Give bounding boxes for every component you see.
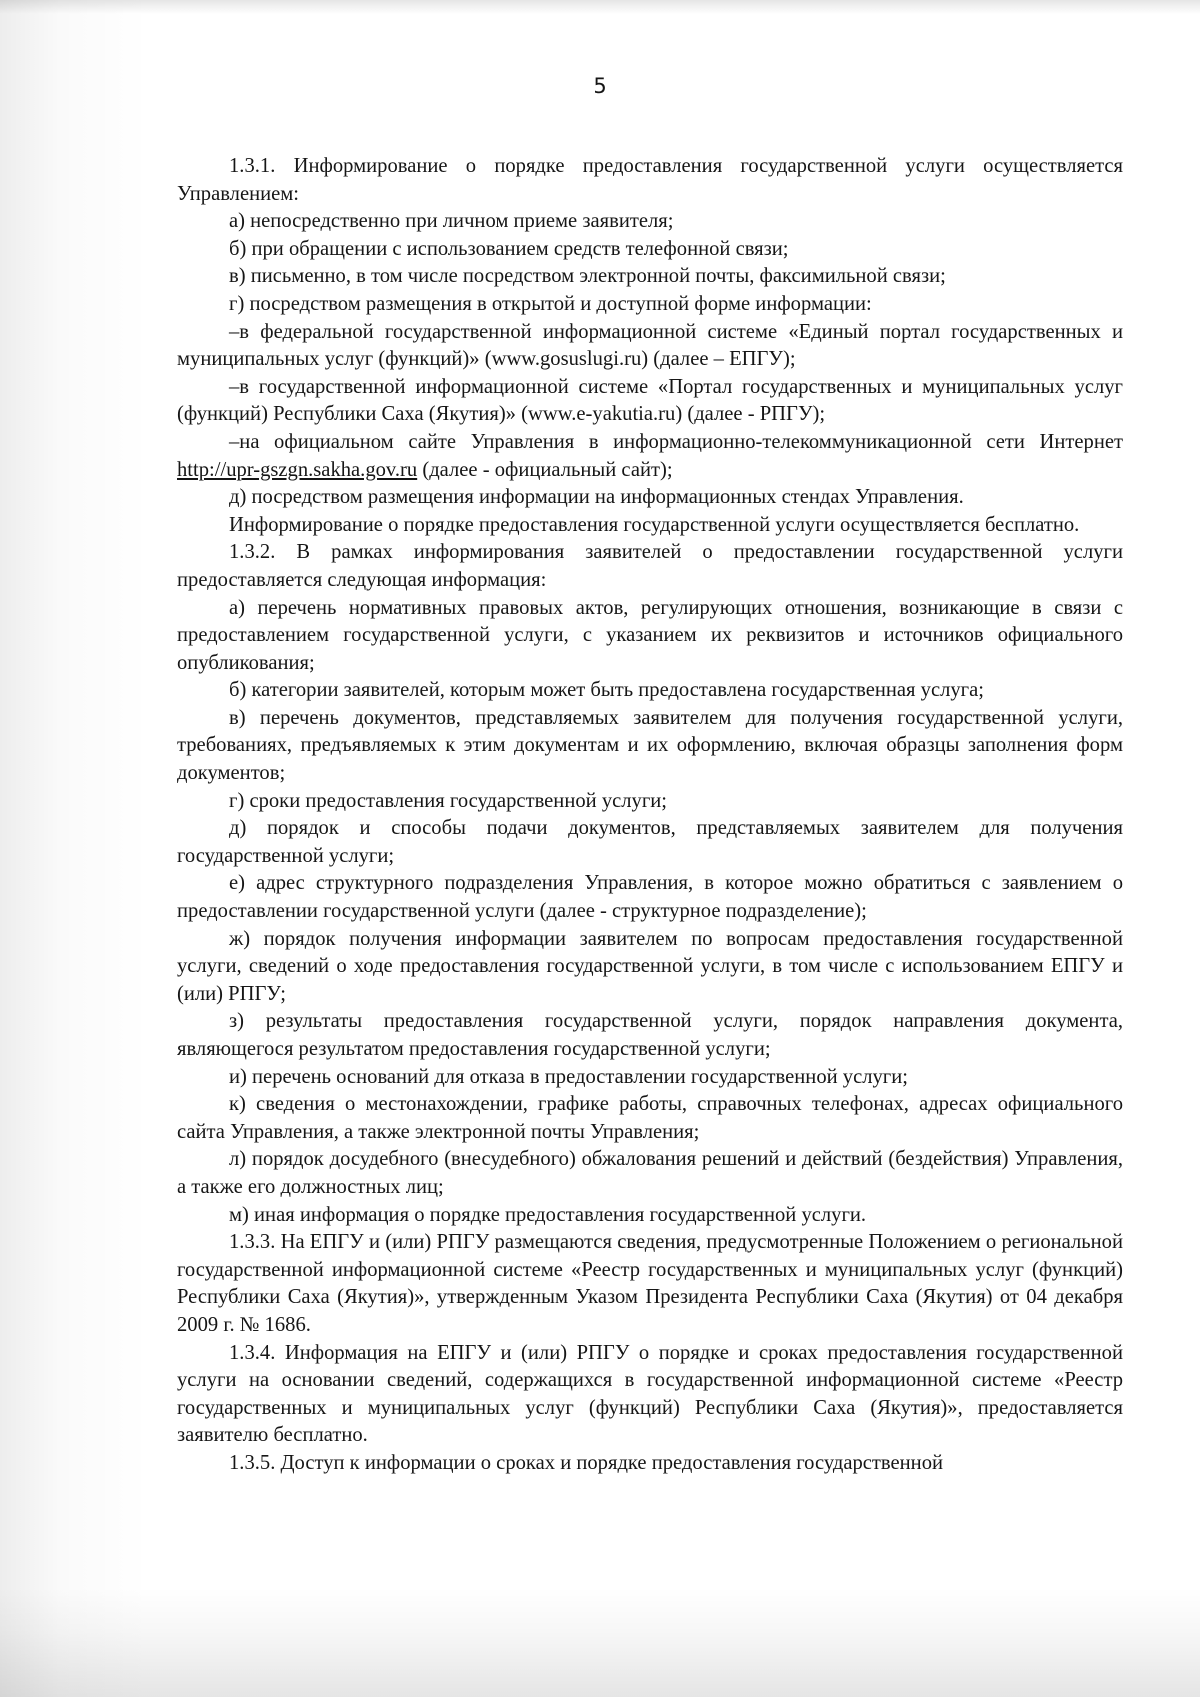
paragraph-free-info: Информирование о порядке предоставления государственной услуги осуществляется бесплатно. <box>229 513 1080 536</box>
info-item-e: е) адрес структурного подразделения Управления, в которое можно обратиться с заявлением о предоставлении государственной услуги (далее - структурное подразделение); <box>177 872 1123 923</box>
info-item-d: д) порядок и способы подачи документов, представляемых заявителем для получения государственной услуги; <box>177 817 1123 867</box>
info-item-zh: ж) порядок получения информации заявителем по вопросам предоставления государственной услуги, сведений о ходе предоставления государственной услуги, в том числе с использованием ЕПГУ и (или) РПГУ; <box>177 927 1123 1005</box>
dash-item-epgu: –в федеральной государственной информационной системе «Единый портал государственных и муниципальных услуг (функций)» (www.gosuslugi.ru) (далее – ЕПГУ); <box>177 320 1123 371</box>
list-item-a: а) непосредственно при личном приеме заявителя; <box>229 210 674 233</box>
list-item-v: в) письменно, в том числе посредством электронной почты, факсимильной связи; <box>229 265 946 288</box>
info-item-m: м) иная информация о порядке предоставления государственной услуги. <box>229 1203 867 1226</box>
info-item-z: з) результаты предоставления государственной услуги, порядок направления документа, являющегося результатом предоставления государственной услуги; <box>177 1010 1123 1060</box>
dash-item-rpgu: –в государственной информационной системе «Портал государственных и муниципальных услуг (функций) Республики Саха (Якутия)» (www.e-yakutia.ru) (далее - РПГУ); <box>177 375 1123 426</box>
info-item-b: б) категории заявителей, которым может быть предоставлена государственная услуга; <box>229 679 984 702</box>
info-item-l: л) порядок досудебного (внесудебного) обжалования решений и действий (бездействия) Управления, а также его должностных лиц; <box>177 1148 1123 1198</box>
paragraph-1-3-5: 1.3.5. Доступ к информации о сроках и порядке предоставления государственной <box>229 1451 944 1474</box>
list-item-d: д) посредством размещения информации на информационных стендах Управления. <box>229 486 964 509</box>
info-item-i: и) перечень оснований для отказа в предоставлении государственной услуги; <box>229 1065 908 1088</box>
document-body <box>177 153 1123 1478</box>
page-number: 5 <box>593 74 607 98</box>
info-item-k: к) сведения о местонахождении, графике работы, справочных телефонах, адресах официального сайта Управления, а также электронной почты Управления; <box>177 1093 1123 1143</box>
scan-shadow-bottom <box>0 1587 1200 1697</box>
scan-shadow-top <box>0 0 1200 14</box>
paragraph-1-3-2: 1.3.2. В рамках информирования заявителей о предоставлении государственной услуги предоставляется следующая информация: <box>177 541 1123 591</box>
official-site-link[interactable]: http://upr-gszgn.sakha.gov.ru <box>177 458 418 481</box>
paragraph-1-3-4: 1.3.4. Информация на ЕПГУ и (или) РПГУ о порядке и сроках предоставления государственной услуги на основании сведений, содержащихся в государственной информационной системе «Реестр государственных и муниципальных услуг (функций) Республики Саха (Якутия)», предоставляется заявителю бесплатно. <box>177 1341 1123 1447</box>
list-item-g: г) посредством размещения в открытой и доступной форме информации: <box>229 292 872 315</box>
info-item-v: в) перечень документов, представляемых заявителем для получения государственной услуги, требованиях, предъявляемых к этим документам и их оформлению, включая образцы заполнения форм документов; <box>177 706 1123 785</box>
official-site-text-after: (далее - официальный сайт); <box>417 458 673 481</box>
official-site-text-before: –на официальном сайте Управления в информационно-телекоммуникационной сети Интернет <box>229 430 1123 453</box>
paragraph-1-3-1: 1.3.1. Информирование о порядке предоставления государственной услуги осуществляется Управлением: <box>177 155 1123 205</box>
list-item-b: б) при обращении с использованием средств телефонной связи; <box>229 237 789 260</box>
info-item-g: г) сроки предоставления государственной услуги; <box>229 789 668 812</box>
paragraph-1-3-3: 1.3.3. На ЕПГУ и (или) РПГУ размещаются сведения, предусмотренные Положением о региональной государственной информационной системе «Реестр государственных и муниципальных услуг (функций) Республики Саха (Якутия)», утвержденным Указом Президента Республики Саха (Якутия) от 04 декабря 2009 г. № 1686. <box>177 1231 1123 1336</box>
dash-item-official-site <box>177 429 1123 484</box>
scan-shadow-left <box>0 0 150 1697</box>
info-item-a: а) перечень нормативных правовых актов, регулирующих отношения, возникающие в связи с предоставлением государственной услуги, с указанием их реквизитов и источников официального опубликования; <box>177 596 1123 674</box>
